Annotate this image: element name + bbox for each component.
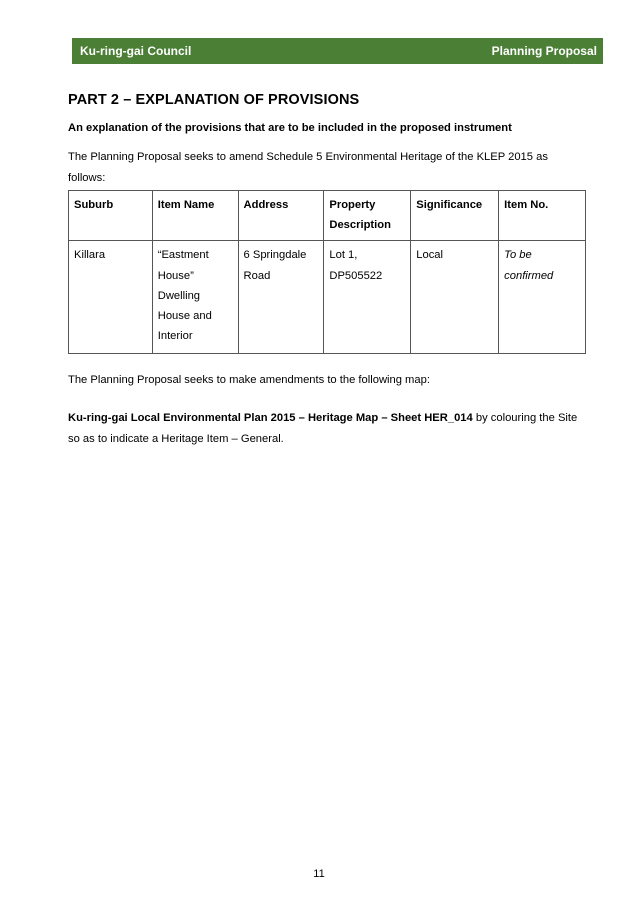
header-document-type: Planning Proposal (491, 44, 597, 58)
header-suburb: Suburb (69, 191, 153, 241)
header-address: Address (238, 191, 324, 241)
cell-suburb: Killara (69, 241, 153, 354)
intro-paragraph: The Planning Proposal seeks to amend Schedule 5 Environmental Heritage of the KLEP 2015 as follows: (68, 151, 548, 184)
map-amendment-text: by colouring the Site so as to indicate a Heritage Item – General. (68, 412, 578, 446)
header-property-description: Property Description (324, 191, 411, 241)
map-intro-paragraph: The Planning Proposal seeks to make amendments to the following map: (68, 374, 430, 387)
header-item-no: Item No. (499, 191, 586, 241)
cell-address: 6 Springdale Road (238, 241, 324, 354)
section-title: PART 2 – EXPLANATION OF PROVISIONS (68, 92, 360, 108)
page-content (68, 92, 588, 450)
table-row (69, 241, 586, 354)
section-subtitle: An explanation of the provisions that are to be included in the proposed instrument (68, 122, 512, 134)
header-item-name: Item Name (152, 191, 238, 241)
table-header-row (69, 191, 586, 241)
cell-property-description: Lot 1, DP505522 (324, 241, 411, 354)
cell-item-name: “Eastment House” Dwelling House and Interior (152, 241, 238, 354)
map-amendment-paragraph (68, 408, 588, 450)
page-number: 11 (313, 868, 325, 880)
page-header (72, 38, 603, 64)
header-council-name: Ku-ring-gai Council (80, 44, 192, 58)
heritage-table (68, 190, 586, 354)
header-significance: Significance (411, 191, 499, 241)
cell-significance: Local (411, 241, 499, 354)
cell-item-no: To be confirmed (499, 241, 586, 354)
map-name: Ku-ring-gai Local Environmental Plan 2015 – Heritage Map – Sheet HER_014 (68, 412, 473, 425)
